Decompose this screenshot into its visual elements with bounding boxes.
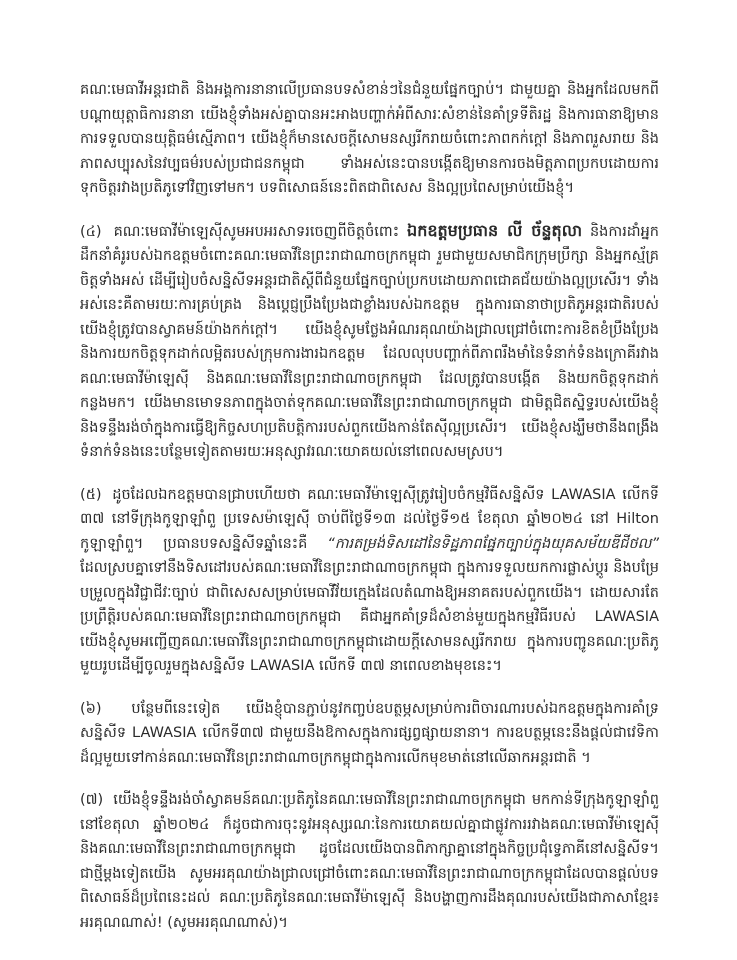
- paragraph-number: (៥): [80, 486, 102, 503]
- paragraph-text: ដែលស្របគ្នាទៅនឹងទិសដៅរបស់គណៈមេធាវីនៃព្រះរាជាណាចក្រកម្ពុជា ក្នុងការទទួលយកការផ្លាស់ប្តូរ និងបម្រែបម្រួលក្នុងវិជ្ជាជីវៈច្បាប់ ជាពិសេសសម្រាប់មេធាវីវ័យក្មេងដែលតំណាងឱ្យអនាគតរបស់ពួកយើង។ ដោយសារតែប្រព្រឹត្តិរបស់គណៈមេធាវីនៃព្រះរាជាណាចក្រកម្ពុជា គឺជាអ្នកគាំទ្រដ៏សំខាន់មួយក្នុងកម្មវិធីរបស់ LAWASIA យើងខ្ញុំសូមអញ្ជើញគណៈមេធាវីនៃព្រះរាជាណាចក្រកម្ពុជាដោយក្តីសោមនស្សរីករាយ ក្នុងការបញ្ជូនគណៈប្រតិភូមួយរូបដើម្បីចូលរួមក្នុងសន្និសីទ LAWASIA លើកទី ៣៧ នាពេលខាងមុខនេះ។: [80, 560, 659, 674]
- conference-theme-italic: “ការតម្រង់ទិសដៅនៃទិដ្ឋភាពផ្នែកច្បាប់ក្នុងយុគសម័យឌីជីថល”: [327, 535, 659, 552]
- paragraph-text: គណៈមេធាវីអន្តរជាតិ និងអង្គការនានាលើប្រធានបទសំខាន់ៗនៃជំនួយផ្នែកច្បាប់។ ជាមួយគ្នា និងអ្នកដែលមកពីបណ្ដាយុត្តាធិការនានា យើងខ្ញុំទាំងអស់គ្នាបានអះអាងបញ្ហាក់អំពីសារៈសំខាន់នៃគាំទ្រទីតិរដ្ឋ និងការធានាឱ្យមានការទទួលបានយុត្តិធម៌ស្មើភាព។ យើងខ្ញុំក៏មានសេចក្តីសោមនស្សរីករាយចំពោះភាពកក់ក្ដៅ និងភាពរួសរាយ និងភាពសប្បុរសនៃវប្បធម៌របស់ប្រជាជនកម្ពុជា ទាំងអស់នេះបានបង្កើតឱ្យមានការចងមិត្តភាពប្រកបដោយការទុកចិត្តរវាងប្រតិភូទៅវិញទៅមក។ បទពិសោធន៍នេះពិតជាពិសេស និងល្អប្រពៃសម្រាប់យើងខ្ញុំ។: [80, 82, 659, 196]
- paragraph-number: (៧): [80, 792, 104, 808]
- paragraph-text: ដូចដែលឯកឧត្តមបានជ្រាបហើយថា គណៈមេធាវីម៉ាឡេស៊ីត្រូវរៀបចំកម្មវិធីសន្និសីទ LAWASIA លើកទី ៣៧ នៅទីក្រុងកូឡាឡាំពួ ប្រទេសម៉ាឡេស៊ី ចាប់ពីថ្ងៃទី១៣ ដល់ថ្ងៃទី១៥ ខែតុលា ឆ្នាំ២០២៤ នៅ Hilton កូឡាឡាំពួ។ ប្រធានបទសន្និសីទឆ្នាំនេះគឺ: [80, 486, 660, 552]
- paragraph-4: [80, 219, 659, 465]
- paragraph-7: [80, 788, 659, 935]
- paragraph-text: បន្ថែមពីនេះទៀត យើងខ្ញុំបានភ្ជាប់នូវកញ្ចប់ឧបត្ថម្ភសម្រាប់ការពិចារណារបស់ឯកឧត្តមក្នុងការគាំទ្រសន្និសីទ LAWASIA លើកទី៣៧ ជាមួយនឹងឱកាសក្នុងការផ្សព្វផ្សាយនានា។ ការឧបត្ថម្ភនេះនឹងផ្តល់ជាវេទិកាដ៏ល្អមួយទៅកាន់គណៈមេធាវីនៃព្រះរាជាណាចក្រកម្ពុជាក្នុងការលើកមុខមាត់នៅលើឆាកអន្តរជាតិ ។: [80, 700, 659, 766]
- paragraph-number: (៤): [80, 223, 102, 240]
- paragraph-5: [80, 483, 659, 679]
- paragraph-6: [80, 697, 659, 771]
- president-name-bold: ឯកឧត្តមប្រធាន លី ច័ន្ទតុលា: [407, 220, 583, 240]
- paragraph-intro-continued: [80, 78, 659, 201]
- paragraph-text: និងការដាំអ្នកដឹកនាំគំរូរបស់ឯកឧត្តមចំពោះគណៈមេធាវីនៃព្រះរាជាណាចក្រកម្ពុជា រួមជាមួយសមាជិកក្រុមប្រឹក្សា និងអ្នកស្ម័គ្រចិត្តទាំងអស់ ដើម្បីរៀបចំសន្និសីទអន្តរជាតិស្តីពីជំនួយផ្នែកច្បាប់ប្រកបដោយភាពជោគជ័យយ៉ាងល្អប្រសើរ។ ទាំងអស់នេះគឺតាមរយៈការគ្រប់គ្រង និងប្តេជ្ញប្រឹងប្រែងជាខ្លាំងរបស់ឯកឧត្តម ក្នុងការធានាថាប្រតិភូអន្តរជាតិរបស់យើងខ្ញុំត្រូវបានស្វាគមន៍យ៉ាងកក់ក្ដៅ។ យើងខ្ញុំសូមថ្លែងអំណរគុណយ៉ាងជ្រាលជ្រៅចំពោះការខិតខំប្រឹងប្រែង និងការយកចិត្តទុកដាក់លម្អិតរបស់ក្រុមការងារឯកឧត្តម ដែលលុបបញ្ហាក់ពីភាពរឹងមាំនៃទំនាក់ទំនងក្រោគីរវាងគណៈមេធាវីម៉ាឡេស៊ី និងគណៈមេធាវីនៃព្រះរាជាណាចក្រកម្ពុជា ដែលត្រូវបានបង្កើត និងយកចិត្តទុកដាក់កន្លងមក។ យើងមានមោទនភាពក្នុងចាត់ទុកគណៈមេធាវីនៃព្រះរាជាណាចក្រកម្ពុជា ជាមិត្តជិតស្និទ្ធរបស់យើងខ្ញុំ និងទន្ទឹងរង់ចាំក្នុងការធ្វើឱ្យកិច្ចសហប្រតិបត្តិការរបស់ពួកយើងកាន់តែស៊ីល្អប្រសើរ។ យើងខ្ញុំសង្ឃឹមថានឹងពង្រឹងទំនាក់ទំនងនេះបន្ថែមទៀតតាមរយៈអនុស្សាវរណៈយោគយល់នៅពេលសមស្រប។: [80, 223, 660, 460]
- paragraph-text: គណៈមេធាវីម៉ាឡេស៊ីសូមអបអរសាទរចេញពីចិត្តចំពោះ: [113, 223, 408, 240]
- paragraph-number: (៦): [80, 700, 102, 717]
- paragraph-text: យើងខ្ញុំទន្ទឹងរង់ចាំស្វាគមន៍គណៈប្រតិភូនៃគណៈមេធាវីនៃព្រះរាជាណាចក្រកម្ពុជា មកកាន់ទីក្រុងកូឡាឡាំពួនៅខែតុលា ឆ្នាំ២០២៤ ក៏ដូចជាការចុះនូវអនុស្សរណៈនៃការយោគយល់គ្នាជាផ្លូវការរវាងគណៈមេធាវីម៉ាឡេស៊ី និងគណៈមេធាវីនៃព្រះរាជាណាចក្រកម្ពុជា ដូចដែលយើងបានពិភាក្សាគ្នានៅក្នុងកិច្ចប្រជុំទ្វេភាគីនៅសន្និសីទ។ ជាថ្មីម្តងទៀតយើង សូមអរគុណយ៉ាងជ្រាលជ្រៅចំពោះគណៈមេធាវីនៃព្រះរាជាណាចក្រកម្ពុជាដែលបានផ្តល់បទពិសោធន៍ដ៏ប្រពៃនេះដល់ គណៈប្រតិភូនៃគណៈមេធាវីម៉ាឡេស៊ី និងបង្ហាញការដឹងគុណរបស់យើងជាភាសាខ្មែរ៖ អរគុណណាស់! (សូមអរគុណណាស់)។: [80, 792, 659, 931]
